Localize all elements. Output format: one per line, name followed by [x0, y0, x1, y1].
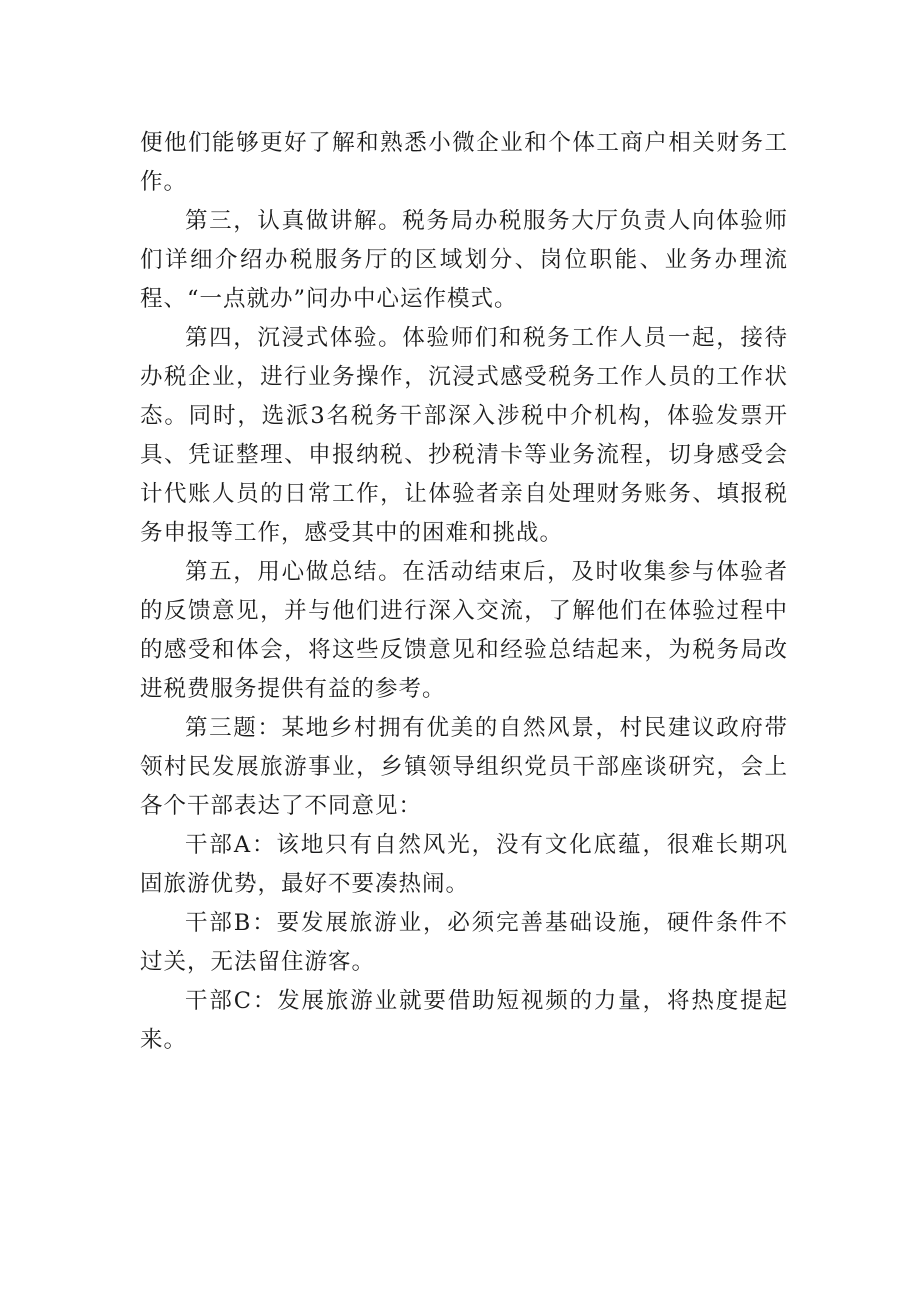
- paragraph-cadre-c: 干部C：发展旅游业就要借助短视频的力量，将热度提起来。: [140, 988, 788, 1053]
- paragraph-third-point: 第三，认真做讲解。税务局办税服务大厅负责人向体验师们详细介绍办税服务厅的区域划分、岗位职能、业务办理流程、“一点就办”问办中心运作模式。: [140, 208, 788, 312]
- paragraph-fourth-point: 第四，沉浸式体验。体验师们和税务工作人员一起，接待办税企业，进行业务操作，沉浸式感受税务工作人员的工作状态。同时，选派3名税务干部深入涉税中介机构，体验发票开具、凭证整理、申报纳税、抄税清卡等业务流程，切身感受会计代账人员的日常工作，让体验者亲自处理财务账务、填报税务申报等工作，感受其中的困难和挑战。: [140, 325, 788, 546]
- paragraph-cadre-a: 干部A：该地只有自然风光，没有文化底蕴，很难长期巩固旅游优势，最好不要凑热闹。: [140, 832, 788, 897]
- paragraph-fifth-point: 第五，用心做总结。在活动结束后，及时收集参与体验者的反馈意见，并与他们进行深入交流，了解他们在体验过程中的感受和体会，将这些反馈意见和经验总结起来，为税务局改进税费服务提供有益的参考。: [140, 559, 788, 702]
- paragraph-continuation: 便他们能够更好了解和熟悉小微企业和个体工商户相关财务工作。: [140, 130, 788, 195]
- paragraph-cadre-b: 干部B：要发展旅游业，必须完善基础设施，硬件条件不过关，无法留住游客。: [140, 910, 788, 975]
- document-body: [140, 124, 788, 1060]
- paragraph-question-three: 第三题：某地乡村拥有优美的自然风景，村民建议政府带领村民发展旅游事业，乡镇领导组织党员干部座谈研究，会上各个干部表达了不同意见：: [140, 715, 788, 819]
